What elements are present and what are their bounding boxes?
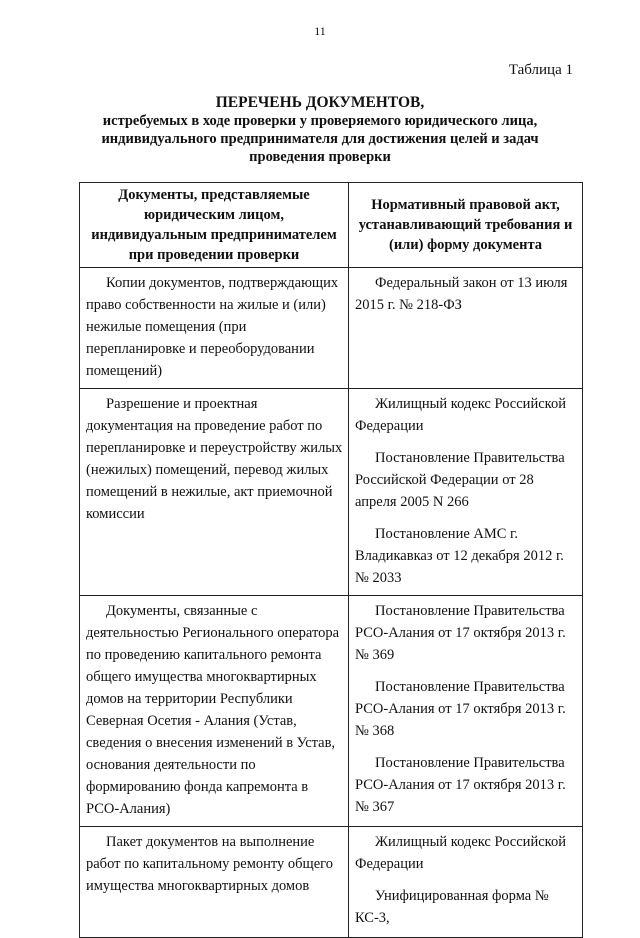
column-header-legal-act: Нормативный правовой акт, устанавливающий требования и (или) форму документа bbox=[349, 183, 583, 268]
document-heading bbox=[60, 94, 580, 166]
column-header-documents: Документы, представляемые юридическим лицом, индивидуальным предпринимателем при проведении проверки bbox=[80, 183, 349, 268]
heading-line: истребуемых в ходе проверки у проверяемого юридического лица, bbox=[102, 113, 538, 129]
heading-title: ПЕРЕЧЕНЬ ДОКУМЕНТОВ, bbox=[215, 94, 425, 111]
heading-line: проведения проверки bbox=[249, 149, 391, 165]
table-header-row bbox=[80, 183, 583, 268]
document-text: Документы, связанные с деятельностью Регионального оператора по проведению капитального ремонта общего имущества многоквартирных домов на территории Республики Северная Осетия - Алания (Устав, сведения о внесения изменений в Устав, основания деятельности по формированию фонда капремонта в РСО-Алания) bbox=[86, 603, 340, 817]
legal-act-text: Постановление Правительства РСО-Алания от 17 октября 2013 г. № 369 bbox=[355, 603, 566, 663]
document-text: Копии документов, подтверждающих право собственности на жилые и (или) нежилые помещения (при перепланировке и переоборудовании помещений) bbox=[86, 275, 339, 379]
documents-cell bbox=[80, 268, 349, 389]
documents-cell bbox=[80, 827, 349, 938]
legal-act-text: Постановление Правительства РСО-Алания от 17 октября 2013 г. № 367 bbox=[355, 755, 566, 815]
table-row bbox=[80, 827, 583, 938]
legal-act-cell bbox=[349, 827, 583, 938]
table-row bbox=[80, 596, 583, 827]
table-row bbox=[80, 389, 583, 596]
legal-act-cell bbox=[349, 268, 583, 389]
heading-line: индивидуального предпринимателя для достижения целей и задач bbox=[101, 131, 539, 147]
documents-cell bbox=[80, 389, 349, 596]
legal-act-text: Жилищный кодекс Российской Федерации bbox=[355, 834, 566, 872]
legal-act-text: Унифицированная форма № КС-3, bbox=[355, 888, 549, 926]
legal-act-text: Постановление АМС г. Владикавказ от 12 декабря 2012 г. № 2033 bbox=[355, 526, 564, 586]
document-text: Пакет документов на выполнение работ по капитальному ремонту общего имущества многоквартирных домов bbox=[86, 834, 333, 894]
legal-act-text: Постановление Правительства Российской Федерации от 28 апреля 2005 N 266 bbox=[355, 450, 565, 510]
legal-act-cell bbox=[349, 596, 583, 827]
legal-act-text: Постановление Правительства РСО-Алания от 17 октября 2013 г. № 368 bbox=[355, 679, 566, 739]
legal-act-cell bbox=[349, 389, 583, 596]
table-row bbox=[80, 268, 583, 389]
documents-cell bbox=[80, 596, 349, 827]
legal-act-text: Жилищный кодекс Российской Федерации bbox=[355, 396, 566, 434]
table-label: Таблица 1 bbox=[508, 62, 573, 78]
page-number: 11 bbox=[314, 24, 326, 38]
documents-table bbox=[79, 182, 583, 938]
legal-act-text: Федеральный закон от 13 июля 2015 г. № 218-ФЗ bbox=[355, 275, 568, 313]
document-text: Разрешение и проектная документация на проведение работ по перепланировке и переустройству жилых (нежилых) помещений, перевод жилых помещений в нежилые, акт приемочной комиссии bbox=[86, 396, 343, 522]
